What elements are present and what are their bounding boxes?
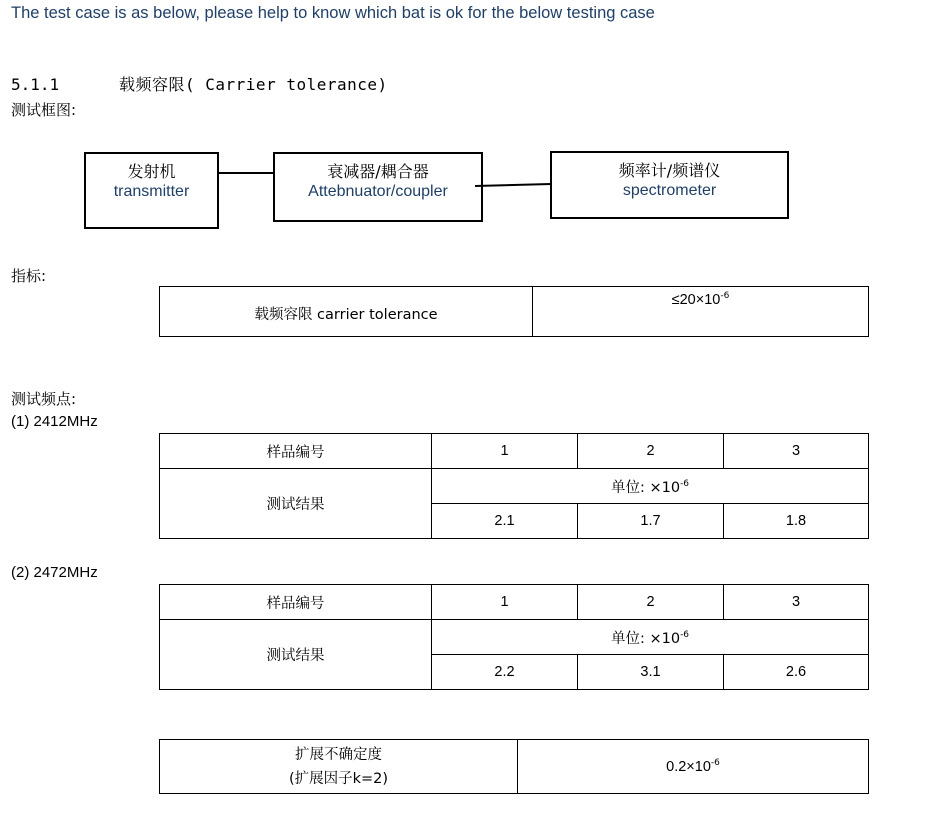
value-2: 3.1 — [578, 655, 724, 690]
connector-line-1 — [219, 172, 274, 174]
sample-2: 2 — [578, 585, 724, 620]
sample-header: 样品编号 — [160, 585, 432, 620]
value-3: 2.6 — [724, 655, 869, 690]
unit-cell: 单位: $\times 10^{-6}$ — [432, 469, 869, 504]
transmitter-box — [84, 152, 219, 229]
coupler-box — [273, 152, 483, 222]
spectrometer-box — [550, 151, 789, 219]
value-1: 2.1 — [432, 504, 578, 539]
result-label: 测试结果 — [160, 469, 432, 539]
uncertainty-label: 扩展不确定度 (扩展因子k=2) — [160, 740, 518, 794]
sample-2: 2 — [578, 434, 724, 469]
sample-header: 样品编号 — [160, 434, 432, 469]
section-heading — [11, 72, 388, 95]
coupler-zh: 衰减器/耦合器 — [327, 162, 429, 181]
coupler-en: Attebnuator/coupler — [308, 183, 448, 200]
spectrometer-en: spectrometer — [622, 182, 717, 199]
results-table-2 — [159, 584, 869, 690]
sample-1: 1 — [432, 434, 578, 469]
transmitter-zh: 发射机 — [127, 162, 176, 181]
intro-text: The test case is as below, please help to know which bat is ok for the below testing case — [11, 4, 655, 22]
value-2: 1.7 — [578, 504, 724, 539]
sample-3: 3 — [724, 434, 869, 469]
uncertainty-table — [159, 739, 869, 794]
spec-label: 指标: — [11, 267, 47, 285]
value-3: 1.8 — [724, 504, 869, 539]
freq-2: (2) 2472MHz — [11, 564, 98, 581]
diagram-label: 测试框图: — [11, 101, 77, 119]
section-title: 载频容限( Carrier tolerance) — [119, 75, 388, 94]
spec-name: 载频容限 carrier tolerance — [160, 287, 533, 337]
unit-cell: 单位: $\times 10^{-6}$ — [432, 620, 869, 655]
section-number: 5.1.1 — [11, 75, 60, 94]
spec-table — [159, 286, 869, 337]
value-1: 2.2 — [432, 655, 578, 690]
freq-label: 测试频点: — [11, 390, 77, 408]
transmitter-en: transmitter — [113, 183, 190, 200]
sample-3: 3 — [724, 585, 869, 620]
spectrometer-zh: 频率计/频谱仪 — [618, 161, 721, 180]
uncertainty-value: $0.2\times 10^{-6}$ — [518, 740, 869, 794]
connector-line-2 — [475, 183, 551, 187]
spec-limit: $\le 20\times 10^{-6}$ — [533, 287, 869, 337]
sample-1: 1 — [432, 585, 578, 620]
freq-1: (1) 2412MHz — [11, 413, 98, 430]
result-label: 测试结果 — [160, 620, 432, 690]
results-table-1 — [159, 433, 869, 539]
